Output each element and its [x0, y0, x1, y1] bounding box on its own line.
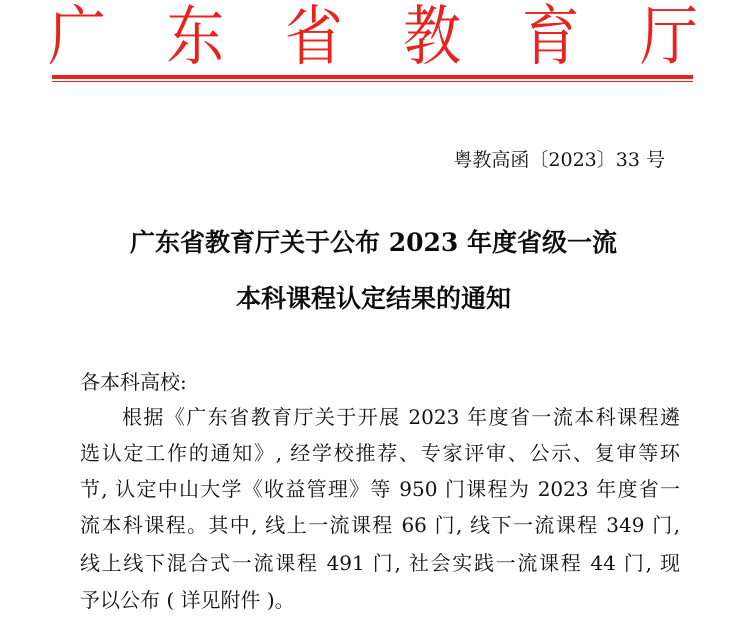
body-paragraph-line: 节, 认定中山大学《收益管理》等 950 门课程为 2023 年度省一 — [80, 477, 680, 501]
document-title-line-1: 广东省教育厅关于公布 2023 年度省级一流 — [130, 228, 617, 257]
masthead-char: 广 — [48, 0, 107, 75]
masthead-char: 东 — [166, 0, 225, 75]
body-paragraph-line: 选认定工作的通知》, 经学校推荐、专家评审、公示、复审等环 — [80, 441, 680, 465]
body-paragraph-line: 流本科课程。其中, 线上一流课程 66 门, 线下一流课程 349 门, — [80, 513, 680, 537]
masthead-divider-thick — [52, 75, 693, 79]
masthead-char: 省 — [284, 0, 343, 75]
salutation: 各本科高校: — [80, 370, 187, 394]
body-paragraph-line: 线上线下混合式一流课程 491 门, 社会实践一流课程 44 门, 现 — [80, 551, 680, 575]
issuer-masthead — [48, 0, 698, 75]
body-paragraph-line: 予以公布 ( 详见附件 )。 — [80, 588, 295, 612]
body-paragraph-line: 根据《广东省教育厅关于开展 2023 年度省一流本科课程遴 — [122, 405, 680, 429]
masthead-char: 厅 — [639, 0, 698, 75]
document-number: 粤教高函〔2023〕33 号 — [453, 149, 665, 171]
masthead-divider-thin — [52, 81, 693, 82]
masthead-char: 育 — [521, 0, 580, 75]
document-title-line-2: 本科课程认定结果的通知 — [235, 284, 511, 313]
masthead-char: 教 — [403, 0, 462, 75]
